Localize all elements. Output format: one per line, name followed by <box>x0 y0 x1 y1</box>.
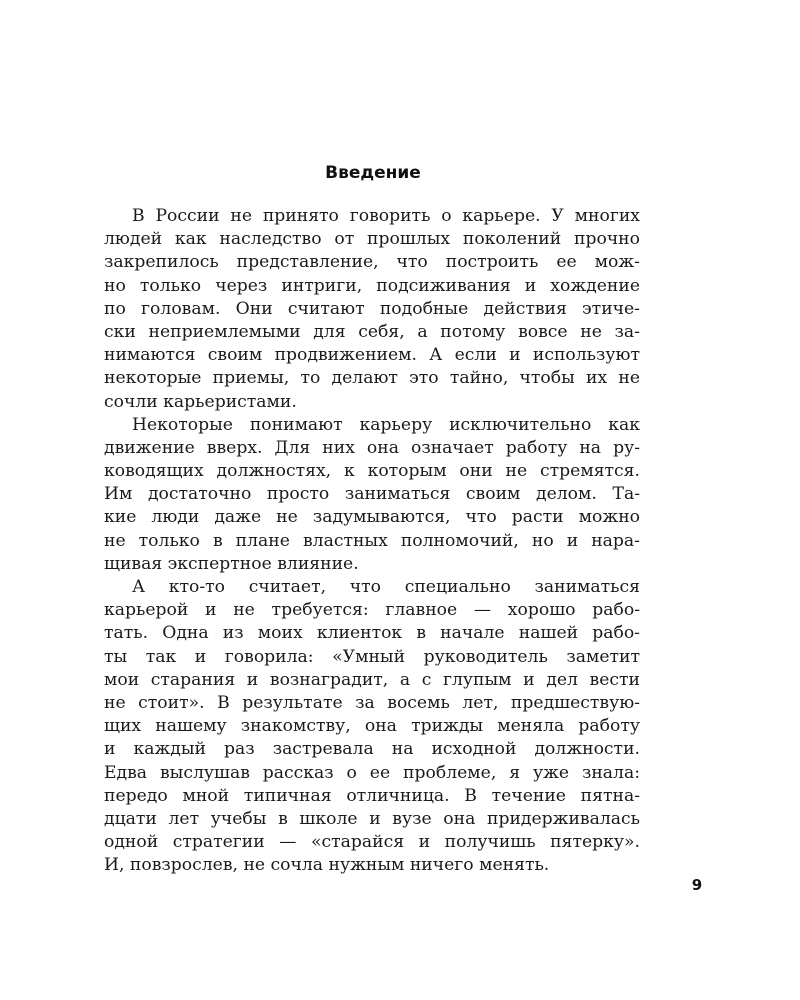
text-line: но только через интриги, подсиживания и хождение <box>104 275 640 296</box>
text-line: щих нашему знакомству, она трижды меняла работу <box>104 716 640 737</box>
text-line: передо мной типичная отличница. В течение пятна- <box>104 785 640 806</box>
text-line: Им достаточно просто заниматься своим делом. Та- <box>104 484 640 505</box>
text-line: Некоторые понимают карьеру исключительно как <box>132 414 640 435</box>
text-line: закрепилось представление, что построить ее мож- <box>104 252 640 273</box>
text-line: сочли карьеристами. <box>104 391 297 412</box>
text-line: и каждый раз застревала на исходной должности. <box>104 739 640 760</box>
text-line: движение вверх. Для них она означает работу на ру- <box>104 437 640 458</box>
text-line: И, повзрослев, не сочла нужным ничего менять. <box>104 855 550 876</box>
text-line: мои старания и вознаградит, а с глупым и дел вести <box>104 669 640 690</box>
text-line: дцати лет учебы в школе и вузе она придерживалась <box>104 808 640 829</box>
text-line: ты так и говорила: «Умный руководитель заметит <box>104 646 640 667</box>
text-line: одной стратегии — «старайся и получишь пятерку». <box>104 832 640 853</box>
text-line: щивая экспертное влияние. <box>104 553 359 574</box>
text-line: А кто-то считает, что специально заниматься <box>132 577 640 597</box>
text-line: по головам. Они считают подобные действия этиче- <box>104 298 640 319</box>
page-number: 9 <box>691 876 703 894</box>
text-line: Едва выслушав рассказ о ее проблеме, я уже знала: <box>104 762 640 783</box>
text-line: тать. Одна из моих клиенток в начале нашей рабо- <box>104 623 640 644</box>
text-line: карьерой и не требуется: главное — хорошо рабо- <box>104 600 640 621</box>
text-line: ководящих должностях, к которым они не стремятся. <box>104 461 640 482</box>
text-line: не стоит». В результате за восемь лет, предшествую- <box>104 692 640 713</box>
text-line: кие люди даже не задумываются, что расти можно <box>104 507 640 528</box>
text-line: некоторые приемы, то делают это тайно, чтобы их не <box>104 368 640 389</box>
text-line: людей как наследство от прошлых поколений прочно <box>104 229 640 250</box>
text-line: В России не принято говорить о карьере. У многих <box>132 206 640 226</box>
chapter-heading: Введение <box>325 163 421 183</box>
body-text <box>104 205 640 877</box>
text-line: ски неприемлемыми для себя, а потому вовсе не за- <box>104 321 640 342</box>
text-line: нимаются своим продвижением. А если и используют <box>104 345 640 366</box>
text-line: не только в плане властных полномочий, но и нара- <box>104 530 640 551</box>
